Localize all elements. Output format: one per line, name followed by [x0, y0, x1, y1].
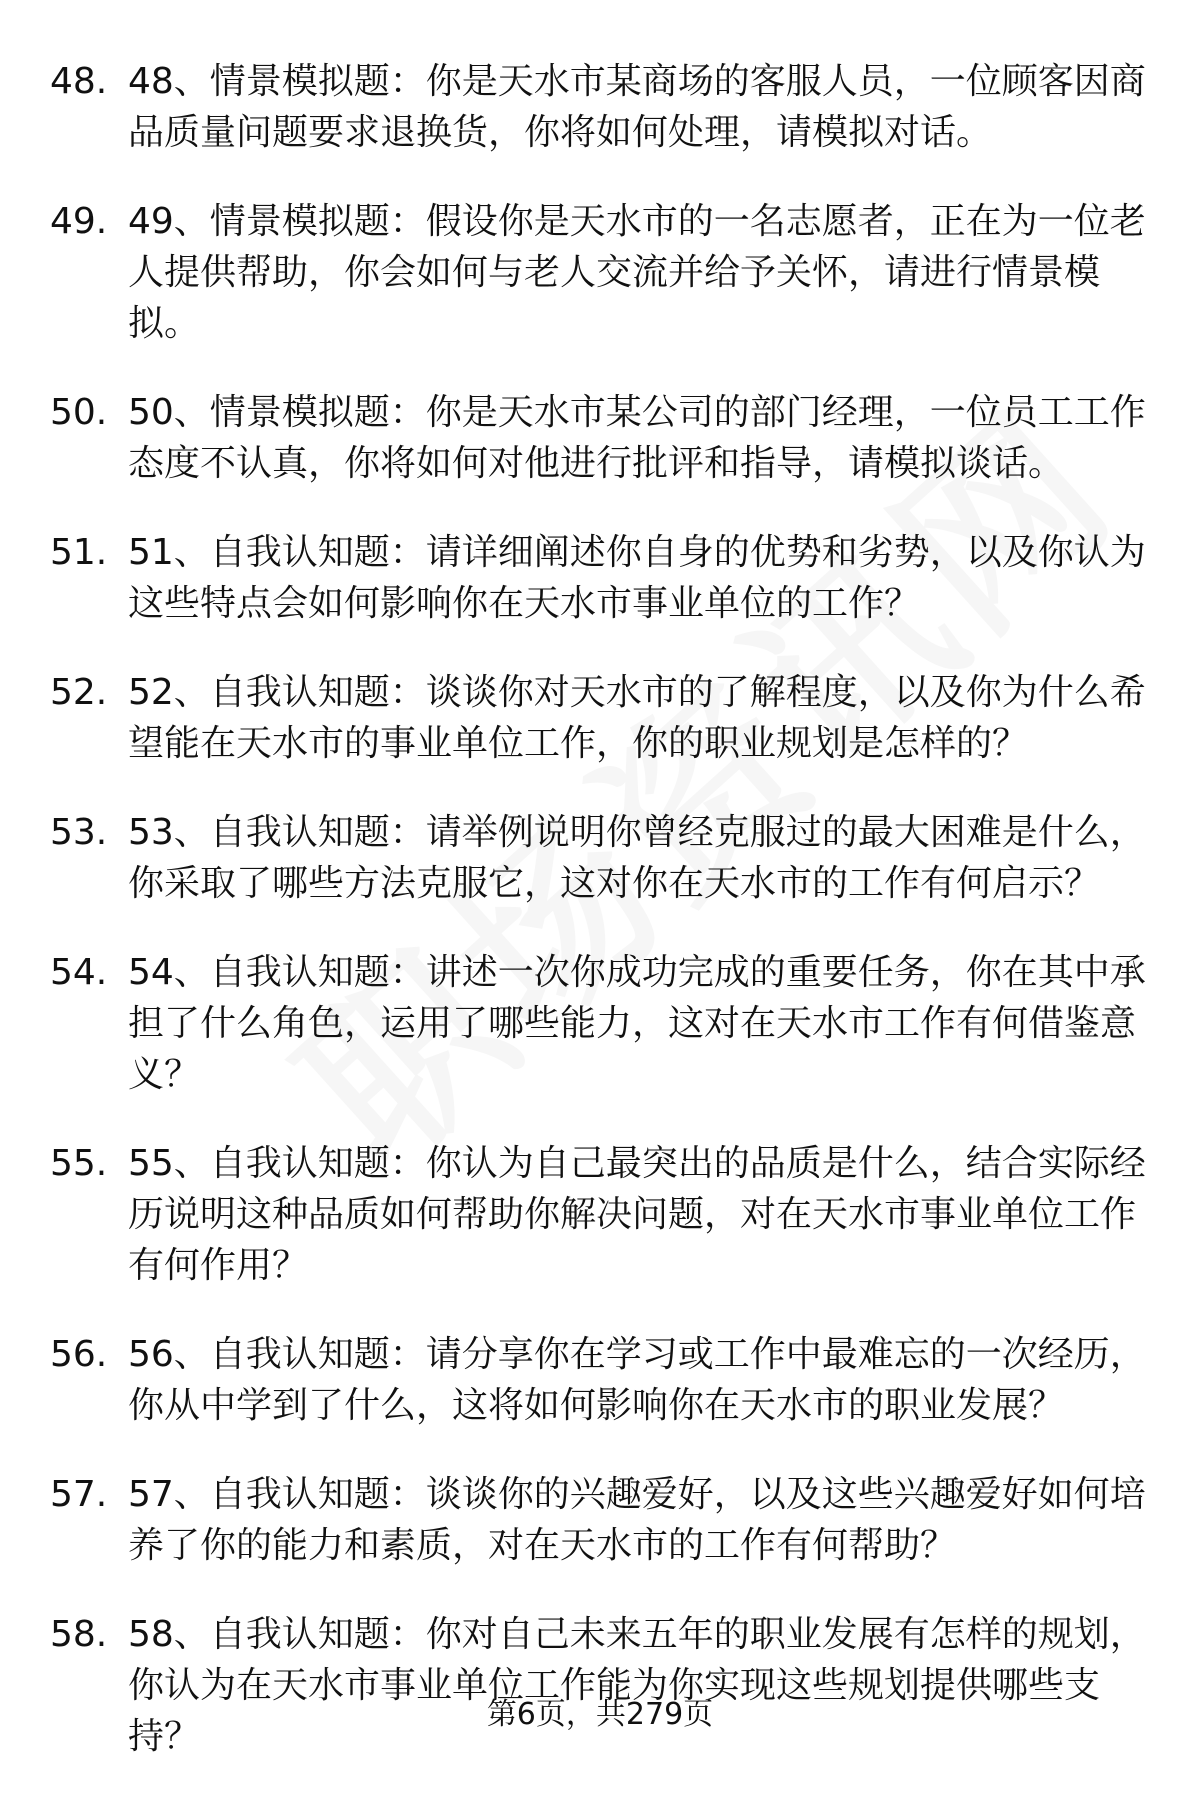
question-item: [50, 196, 1160, 349]
question-text: 53、自我认知题：请举例说明你曾经克服过的最大困难是什么，你采取了哪些方法克服它，这对你在天水市的工作有何启示？: [128, 812, 1146, 904]
question-item: [50, 387, 1160, 489]
question-text: 57、自我认知题：谈谈你的兴趣爱好，以及这些兴趣爱好如何培养了你的能力和素质，对在天水市的工作有何帮助？: [128, 1474, 1146, 1566]
question-item: [50, 527, 1160, 629]
question-number: 58.: [50, 1614, 108, 1655]
question-item: [50, 56, 1160, 158]
question-text: 54、自我认知题：讲述一次你成功完成的重要任务，你在其中承担了什么角色，运用了哪些能力，这对在天水市工作有何借鉴意义？: [128, 952, 1146, 1095]
question-number: 50.: [50, 392, 108, 433]
question-text: 49、情景模拟题：假设你是天水市的一名志愿者，正在为一位老人提供帮助，你会如何与老人交流并给予关怀，请进行情景模拟。: [128, 201, 1146, 344]
question-item: [50, 1469, 1160, 1571]
question-item: [50, 1609, 1160, 1762]
question-number: 49.: [50, 201, 108, 242]
question-number: 56.: [50, 1334, 108, 1375]
question-text: 50、情景模拟题：你是天水市某公司的部门经理，一位员工工作态度不认真，你将如何对他进行批评和指导，请模拟谈话。: [128, 392, 1146, 484]
question-number: 54.: [50, 952, 108, 993]
question-item: [50, 1138, 1160, 1291]
question-item: [50, 1329, 1160, 1431]
question-text: 52、自我认知题：谈谈你对天水市的了解程度，以及你为什么希望能在天水市的事业单位工作，你的职业规划是怎样的？: [128, 672, 1146, 764]
question-item: [50, 947, 1160, 1100]
question-item: [50, 667, 1160, 769]
question-number: 48.: [50, 61, 108, 102]
question-text: 48、情景模拟题：你是天水市某商场的客服人员，一位顾客因商品质量问题要求退换货，你将如何处理，请模拟对话。: [128, 61, 1146, 153]
question-text: 51、自我认知题：请详细阐述你自身的优势和劣势，以及你认为这些特点会如何影响你在天水市事业单位的工作？: [128, 532, 1146, 624]
question-number: 52.: [50, 672, 108, 713]
question-text: 56、自我认知题：请分享你在学习或工作中最难忘的一次经历，你从中学到了什么，这将如何影响你在天水市的职业发展？: [128, 1334, 1146, 1426]
question-text: 55、自我认知题：你认为自己最突出的品质是什么，结合实际经历说明这种品质如何帮助你解决问题，对在天水市事业单位工作有何作用？: [128, 1143, 1146, 1286]
question-item: [50, 807, 1160, 909]
question-number: 53.: [50, 812, 108, 853]
question-number: 55.: [50, 1143, 108, 1184]
page-footer: 第6页，共279页: [486, 1697, 714, 1732]
question-number: 57.: [50, 1474, 108, 1515]
question-list: [50, 56, 1160, 1800]
question-text: 58、自我认知题：你对自己未来五年的职业发展有怎样的规划，你认为在天水市事业单位工作能为你实现这些规划提供哪些支持？: [128, 1614, 1146, 1757]
question-number: 51.: [50, 532, 108, 573]
